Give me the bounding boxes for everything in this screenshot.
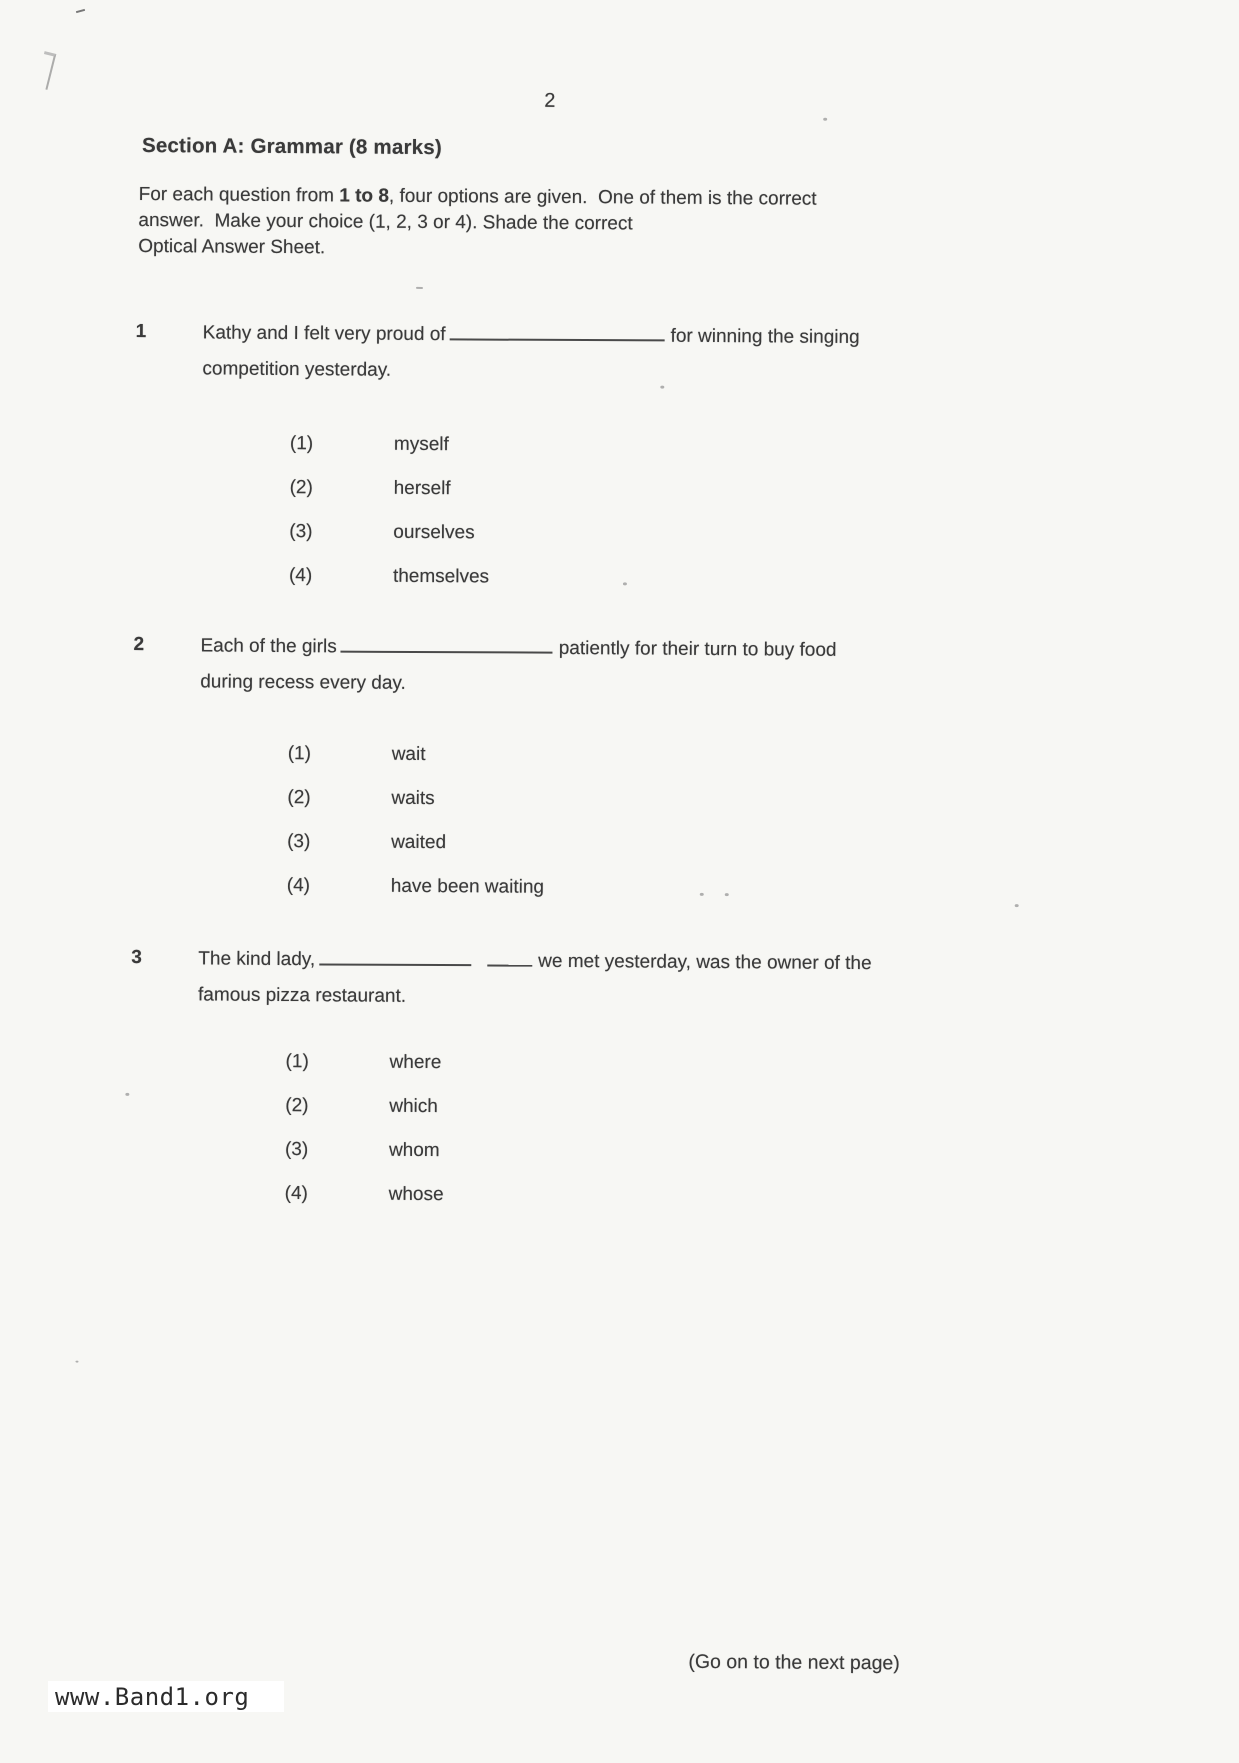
answer-blank [319, 949, 471, 966]
question-2-text-after: patiently for their turn to buy food [558, 637, 837, 661]
question-2 [124, 634, 966, 923]
question-1-text-after: for winning the singing [670, 325, 860, 349]
option-row [285, 1094, 962, 1123]
question-1-text-before: Kathy and I felt very proud of [202, 322, 446, 346]
option-text: have been waiting [390, 875, 545, 898]
section-instructions [138, 182, 817, 265]
option-row [287, 786, 964, 815]
option-text: themselves [392, 565, 490, 588]
option-label: (3) [289, 521, 313, 543]
option-label: (3) [287, 831, 311, 853]
option-label: (4) [286, 875, 311, 897]
option-label: (4) [288, 565, 313, 587]
option-label: (2) [285, 1095, 309, 1117]
option-row [285, 1138, 962, 1167]
scan-artifact [623, 582, 627, 585]
option-text: whom [388, 1139, 440, 1162]
scan-artifact [700, 893, 704, 896]
watermark-text: www.Band1.org [55, 1682, 250, 1711]
option-text: whose [388, 1183, 444, 1206]
option-row [286, 1050, 963, 1079]
question-3-number: 3 [131, 946, 142, 969]
option-text: waited [391, 831, 447, 854]
question-3-options [285, 1050, 963, 1211]
watermark-box [48, 1681, 284, 1712]
question-2-text-before: Each of the girls [200, 635, 337, 658]
question-2-options [287, 742, 965, 903]
instructions-line-2: answer. Make your choice (1, 2, 3 or 4). Shade the correct [138, 209, 633, 235]
question-3-text [198, 947, 963, 976]
question-3-text-before: The kind lady, [198, 948, 316, 971]
question-1 [126, 321, 968, 613]
scan-artifact [416, 287, 423, 289]
option-row [289, 564, 966, 593]
question-3-text-line2: famous pizza restaurant. [197, 984, 407, 1007]
scan-artifact [75, 1361, 78, 1363]
section-title: Section A: Grammar (8 marks) [141, 133, 442, 160]
answer-blank [450, 324, 665, 341]
go-to-next-page-note: (Go on to the next page) [688, 1650, 900, 1675]
question-2-text [200, 634, 965, 663]
scan-artifact [125, 1093, 129, 1096]
option-label: (1) [289, 433, 314, 455]
page-number: 2 [544, 89, 556, 112]
option-label: (1) [285, 1051, 309, 1073]
question-1-number: 1 [135, 320, 147, 343]
option-row [287, 874, 964, 903]
option-text: waits [391, 787, 435, 810]
option-label: (4) [284, 1183, 308, 1205]
scan-artifact [823, 118, 827, 121]
option-label: (2) [289, 477, 313, 499]
option-text: herself [393, 477, 451, 500]
question-2-text-line2: during recess every day. [200, 671, 406, 694]
option-row [290, 432, 967, 461]
option-row [288, 742, 965, 771]
question-1-options [289, 432, 967, 593]
instructions-line-3: Optical Answer Sheet. [138, 235, 326, 259]
answer-blank [341, 637, 553, 654]
instructions-line1-prefix: For each question from [138, 183, 340, 207]
instructions-line1-bold: 1 to 8 [339, 185, 389, 207]
option-label: (3) [284, 1139, 309, 1161]
question-3-text-after: we met yesterday, was the owner of the [538, 950, 872, 975]
answer-blank [487, 950, 532, 966]
question-3 [121, 947, 963, 1231]
option-text: which [389, 1095, 438, 1118]
option-text: wait [391, 743, 426, 765]
option-row [287, 830, 964, 859]
option-text: ourselves [393, 521, 475, 544]
option-text: where [389, 1051, 442, 1074]
option-row [289, 520, 966, 549]
option-text: myself [393, 433, 449, 456]
instructions-line1-suffix: , four options are given. One of them is the correct [388, 185, 817, 210]
option-label: (1) [287, 743, 312, 765]
question-1-text-line2: competition yesterday. [202, 358, 392, 381]
question-1-text [203, 321, 968, 350]
scan-artifact [660, 386, 664, 389]
option-label: (2) [287, 787, 311, 809]
question-2-number: 2 [133, 633, 145, 656]
scan-artifact [725, 893, 729, 896]
option-row [290, 476, 967, 505]
option-row [285, 1182, 962, 1211]
scan-artifact [1015, 904, 1019, 907]
